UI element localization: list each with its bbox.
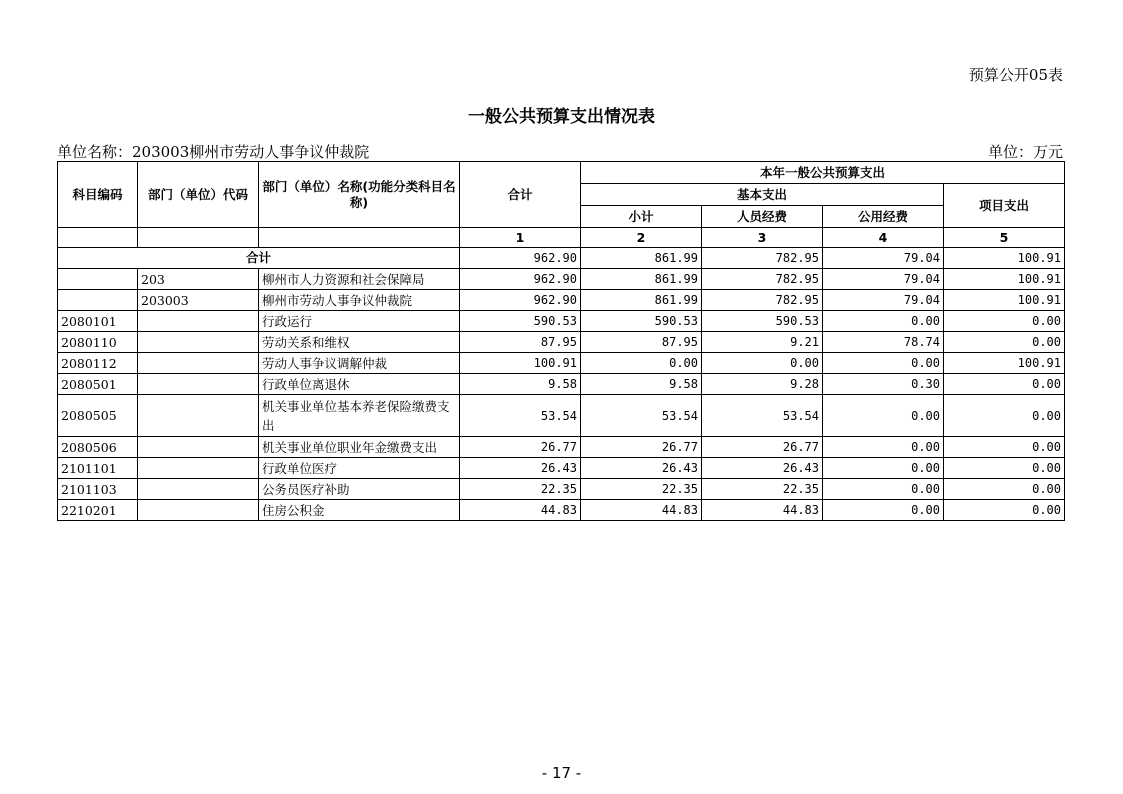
item-name: 柳州市劳动人事争议仲裁院 bbox=[259, 290, 460, 311]
item-name: 机关事业单位职业年金缴费支出 bbox=[259, 437, 460, 458]
header-dept-code: 部门（单位）代码 bbox=[138, 162, 259, 228]
cell-total: 9.58 bbox=[460, 374, 581, 395]
cell-public: 79.04 bbox=[823, 269, 944, 290]
header-basic-group: 基本支出 bbox=[581, 184, 944, 206]
header-blank bbox=[138, 228, 259, 248]
cell-public: 0.30 bbox=[823, 374, 944, 395]
cell-subtotal: 87.95 bbox=[581, 332, 702, 353]
total-value: 782.95 bbox=[702, 248, 823, 269]
table-row bbox=[58, 353, 1065, 374]
cell-total: 26.77 bbox=[460, 437, 581, 458]
cell-personnel: 782.95 bbox=[702, 269, 823, 290]
header-blank bbox=[259, 228, 460, 248]
col-number: 3 bbox=[702, 228, 823, 248]
item-name: 劳动关系和维权 bbox=[259, 332, 460, 353]
cell-total: 44.83 bbox=[460, 500, 581, 521]
cell-public: 0.00 bbox=[823, 500, 944, 521]
cell-project: 0.00 bbox=[944, 311, 1065, 332]
cell-project: 0.00 bbox=[944, 332, 1065, 353]
cell-personnel: 53.54 bbox=[702, 395, 823, 437]
header-public: 公用经费 bbox=[823, 206, 944, 228]
col-number: 2 bbox=[581, 228, 702, 248]
dept-code bbox=[138, 395, 259, 437]
total-row bbox=[58, 248, 1065, 269]
cell-personnel: 26.77 bbox=[702, 437, 823, 458]
header-personnel: 人员经费 bbox=[702, 206, 823, 228]
expenditure-table bbox=[57, 161, 1065, 521]
dept-code bbox=[138, 500, 259, 521]
subject-code: 2080110 bbox=[58, 332, 138, 353]
table-row bbox=[58, 374, 1065, 395]
cell-total: 26.43 bbox=[460, 458, 581, 479]
cell-personnel: 26.43 bbox=[702, 458, 823, 479]
cell-subtotal: 44.83 bbox=[581, 500, 702, 521]
header-dept-name: 部门（单位）名称(功能分类科目名称) bbox=[259, 162, 460, 228]
cell-personnel: 9.21 bbox=[702, 332, 823, 353]
header-budget-group: 本年一般公共预算支出 bbox=[581, 162, 1065, 184]
cell-project: 100.91 bbox=[944, 269, 1065, 290]
header-project: 项目支出 bbox=[944, 184, 1065, 228]
total-label: 合计 bbox=[58, 248, 460, 269]
cell-public: 0.00 bbox=[823, 479, 944, 500]
cell-total: 962.90 bbox=[460, 290, 581, 311]
item-name: 行政单位医疗 bbox=[259, 458, 460, 479]
cell-public: 79.04 bbox=[823, 290, 944, 311]
dept-code: 203003 bbox=[138, 290, 259, 311]
cell-total: 87.95 bbox=[460, 332, 581, 353]
item-name: 行政运行 bbox=[259, 311, 460, 332]
cell-total: 590.53 bbox=[460, 311, 581, 332]
cell-personnel: 22.35 bbox=[702, 479, 823, 500]
cell-subtotal: 26.77 bbox=[581, 437, 702, 458]
header-subtotal: 小计 bbox=[581, 206, 702, 228]
header-subject-code: 科目编码 bbox=[58, 162, 138, 228]
table-row bbox=[58, 269, 1065, 290]
cell-subtotal: 861.99 bbox=[581, 269, 702, 290]
dept-code bbox=[138, 311, 259, 332]
item-name: 行政单位离退休 bbox=[259, 374, 460, 395]
cell-project: 0.00 bbox=[944, 437, 1065, 458]
cell-public: 0.00 bbox=[823, 311, 944, 332]
table-row bbox=[58, 311, 1065, 332]
table-row bbox=[58, 437, 1065, 458]
cell-total: 22.35 bbox=[460, 479, 581, 500]
subject-code: 2210201 bbox=[58, 500, 138, 521]
form-number: 预算公开05表 bbox=[968, 66, 1063, 84]
table-row bbox=[58, 332, 1065, 353]
subject-code: 2080506 bbox=[58, 437, 138, 458]
table-row bbox=[58, 479, 1065, 500]
cell-project: 0.00 bbox=[944, 374, 1065, 395]
total-value: 861.99 bbox=[581, 248, 702, 269]
unit-name: 单位名称：203003柳州市劳动人事争议仲裁院 bbox=[57, 143, 370, 161]
currency-unit: 单位：万元 bbox=[987, 143, 1063, 161]
header-blank bbox=[58, 228, 138, 248]
page-number: - 17 - bbox=[541, 764, 582, 782]
dept-code bbox=[138, 458, 259, 479]
subject-code: 2080101 bbox=[58, 311, 138, 332]
subject-code: 2080501 bbox=[58, 374, 138, 395]
item-name: 住房公积金 bbox=[259, 500, 460, 521]
cell-project: 0.00 bbox=[944, 479, 1065, 500]
subject-code bbox=[58, 269, 138, 290]
header-total: 合计 bbox=[460, 162, 581, 228]
dept-code bbox=[138, 437, 259, 458]
cell-personnel: 9.28 bbox=[702, 374, 823, 395]
cell-total: 100.91 bbox=[460, 353, 581, 374]
cell-personnel: 0.00 bbox=[702, 353, 823, 374]
cell-project: 0.00 bbox=[944, 395, 1065, 437]
dept-code bbox=[138, 332, 259, 353]
subject-code bbox=[58, 290, 138, 311]
item-name: 机关事业单位基本养老保险缴费支出 bbox=[259, 395, 460, 437]
dept-code bbox=[138, 353, 259, 374]
item-name: 柳州市人力资源和社会保障局 bbox=[259, 269, 460, 290]
cell-public: 0.00 bbox=[823, 353, 944, 374]
cell-public: 0.00 bbox=[823, 458, 944, 479]
cell-subtotal: 0.00 bbox=[581, 353, 702, 374]
cell-personnel: 782.95 bbox=[702, 290, 823, 311]
dept-code bbox=[138, 374, 259, 395]
table-row bbox=[58, 458, 1065, 479]
table-row bbox=[58, 395, 1065, 437]
page-title: 一般公共预算支出情况表 bbox=[468, 107, 655, 127]
cell-personnel: 590.53 bbox=[702, 311, 823, 332]
cell-total: 53.54 bbox=[460, 395, 581, 437]
table-row bbox=[58, 500, 1065, 521]
dept-code bbox=[138, 479, 259, 500]
cell-public: 0.00 bbox=[823, 395, 944, 437]
cell-project: 0.00 bbox=[944, 500, 1065, 521]
cell-subtotal: 53.54 bbox=[581, 395, 702, 437]
cell-total: 962.90 bbox=[460, 269, 581, 290]
subject-code: 2101101 bbox=[58, 458, 138, 479]
total-value: 962.90 bbox=[460, 248, 581, 269]
col-number: 1 bbox=[460, 228, 581, 248]
cell-subtotal: 9.58 bbox=[581, 374, 702, 395]
subject-code: 2080505 bbox=[58, 395, 138, 437]
cell-subtotal: 22.35 bbox=[581, 479, 702, 500]
cell-public: 78.74 bbox=[823, 332, 944, 353]
cell-subtotal: 590.53 bbox=[581, 311, 702, 332]
col-number: 4 bbox=[823, 228, 944, 248]
dept-code: 203 bbox=[138, 269, 259, 290]
item-name: 劳动人事争议调解仲裁 bbox=[259, 353, 460, 374]
total-value: 79.04 bbox=[823, 248, 944, 269]
total-value: 100.91 bbox=[944, 248, 1065, 269]
cell-personnel: 44.83 bbox=[702, 500, 823, 521]
item-name: 公务员医疗补助 bbox=[259, 479, 460, 500]
cell-project: 0.00 bbox=[944, 458, 1065, 479]
cell-subtotal: 861.99 bbox=[581, 290, 702, 311]
table-row bbox=[58, 290, 1065, 311]
col-number: 5 bbox=[944, 228, 1065, 248]
cell-project: 100.91 bbox=[944, 290, 1065, 311]
cell-subtotal: 26.43 bbox=[581, 458, 702, 479]
cell-project: 100.91 bbox=[944, 353, 1065, 374]
subject-code: 2080112 bbox=[58, 353, 138, 374]
cell-public: 0.00 bbox=[823, 437, 944, 458]
subject-code: 2101103 bbox=[58, 479, 138, 500]
